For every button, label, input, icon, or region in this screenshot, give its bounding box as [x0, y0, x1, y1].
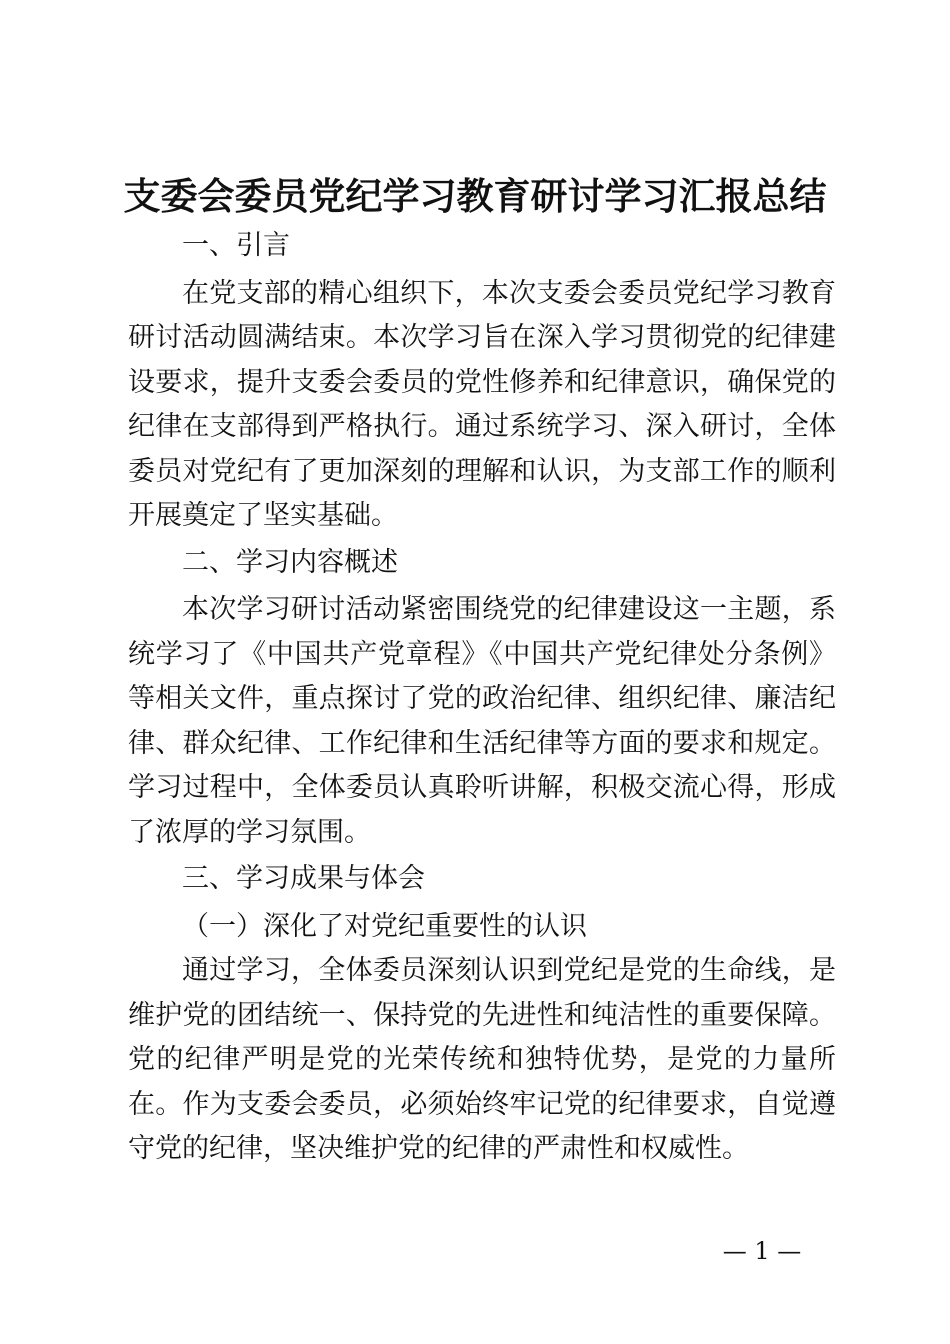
- page-number: — 1 —: [722, 1237, 802, 1265]
- paragraph-results-1: 通过学习，全体委员深刻认识到党纪是党的生命线，是维护党的团结统一、保持党的先进性和纯洁性的重要保障。党的纪律严明是党的光荣传统和独特优势，是党的力量所在。作为支委会委员，必须始终牢记党的纪律要求，自觉遵守党的纪律，坚决维护党的纪律的严肃性和权威性。: [128, 955, 836, 1164]
- section-heading-intro: 一、引言: [182, 230, 290, 261]
- document-title: 支委会委员党纪学习教育研讨学习汇报总结: [123, 174, 827, 218]
- section-heading-results: 三、学习成果与体会: [182, 863, 425, 894]
- subsection-heading-results-1: （一）深化了对党纪重要性的认识: [182, 910, 587, 942]
- paragraph-intro: 在党支部的精心组织下，本次支委会委员党纪学习教育研讨活动圆满结束。本次学习旨在深入学习贯彻党的纪律建设要求，提升支委会委员的党性修养和纪律意识，确保党的纪律在支部得到严格执行。通过系统学习、深入研讨，全体委员对党纪有了更加深刻的理解和认识，为支部工作的顺利开展奠定了坚实基础。: [128, 277, 836, 531]
- section-heading-content: 二、学习内容概述: [182, 546, 398, 578]
- paragraph-content: 本次学习研讨活动紧密围绕党的纪律建设这一主题，系统学习了《中国共产党章程》《中国共产党纪律处分条例》等相关文件，重点探讨了党的政治纪律、组织纪律、廉洁纪律、群众纪律、工作纪律和生活纪律等方面的要求和规定。学习过程中，全体委员认真聆听讲解，积极交流心得，形成了浓厚的学习氛围。: [128, 594, 836, 848]
- document-body: [128, 224, 836, 1172]
